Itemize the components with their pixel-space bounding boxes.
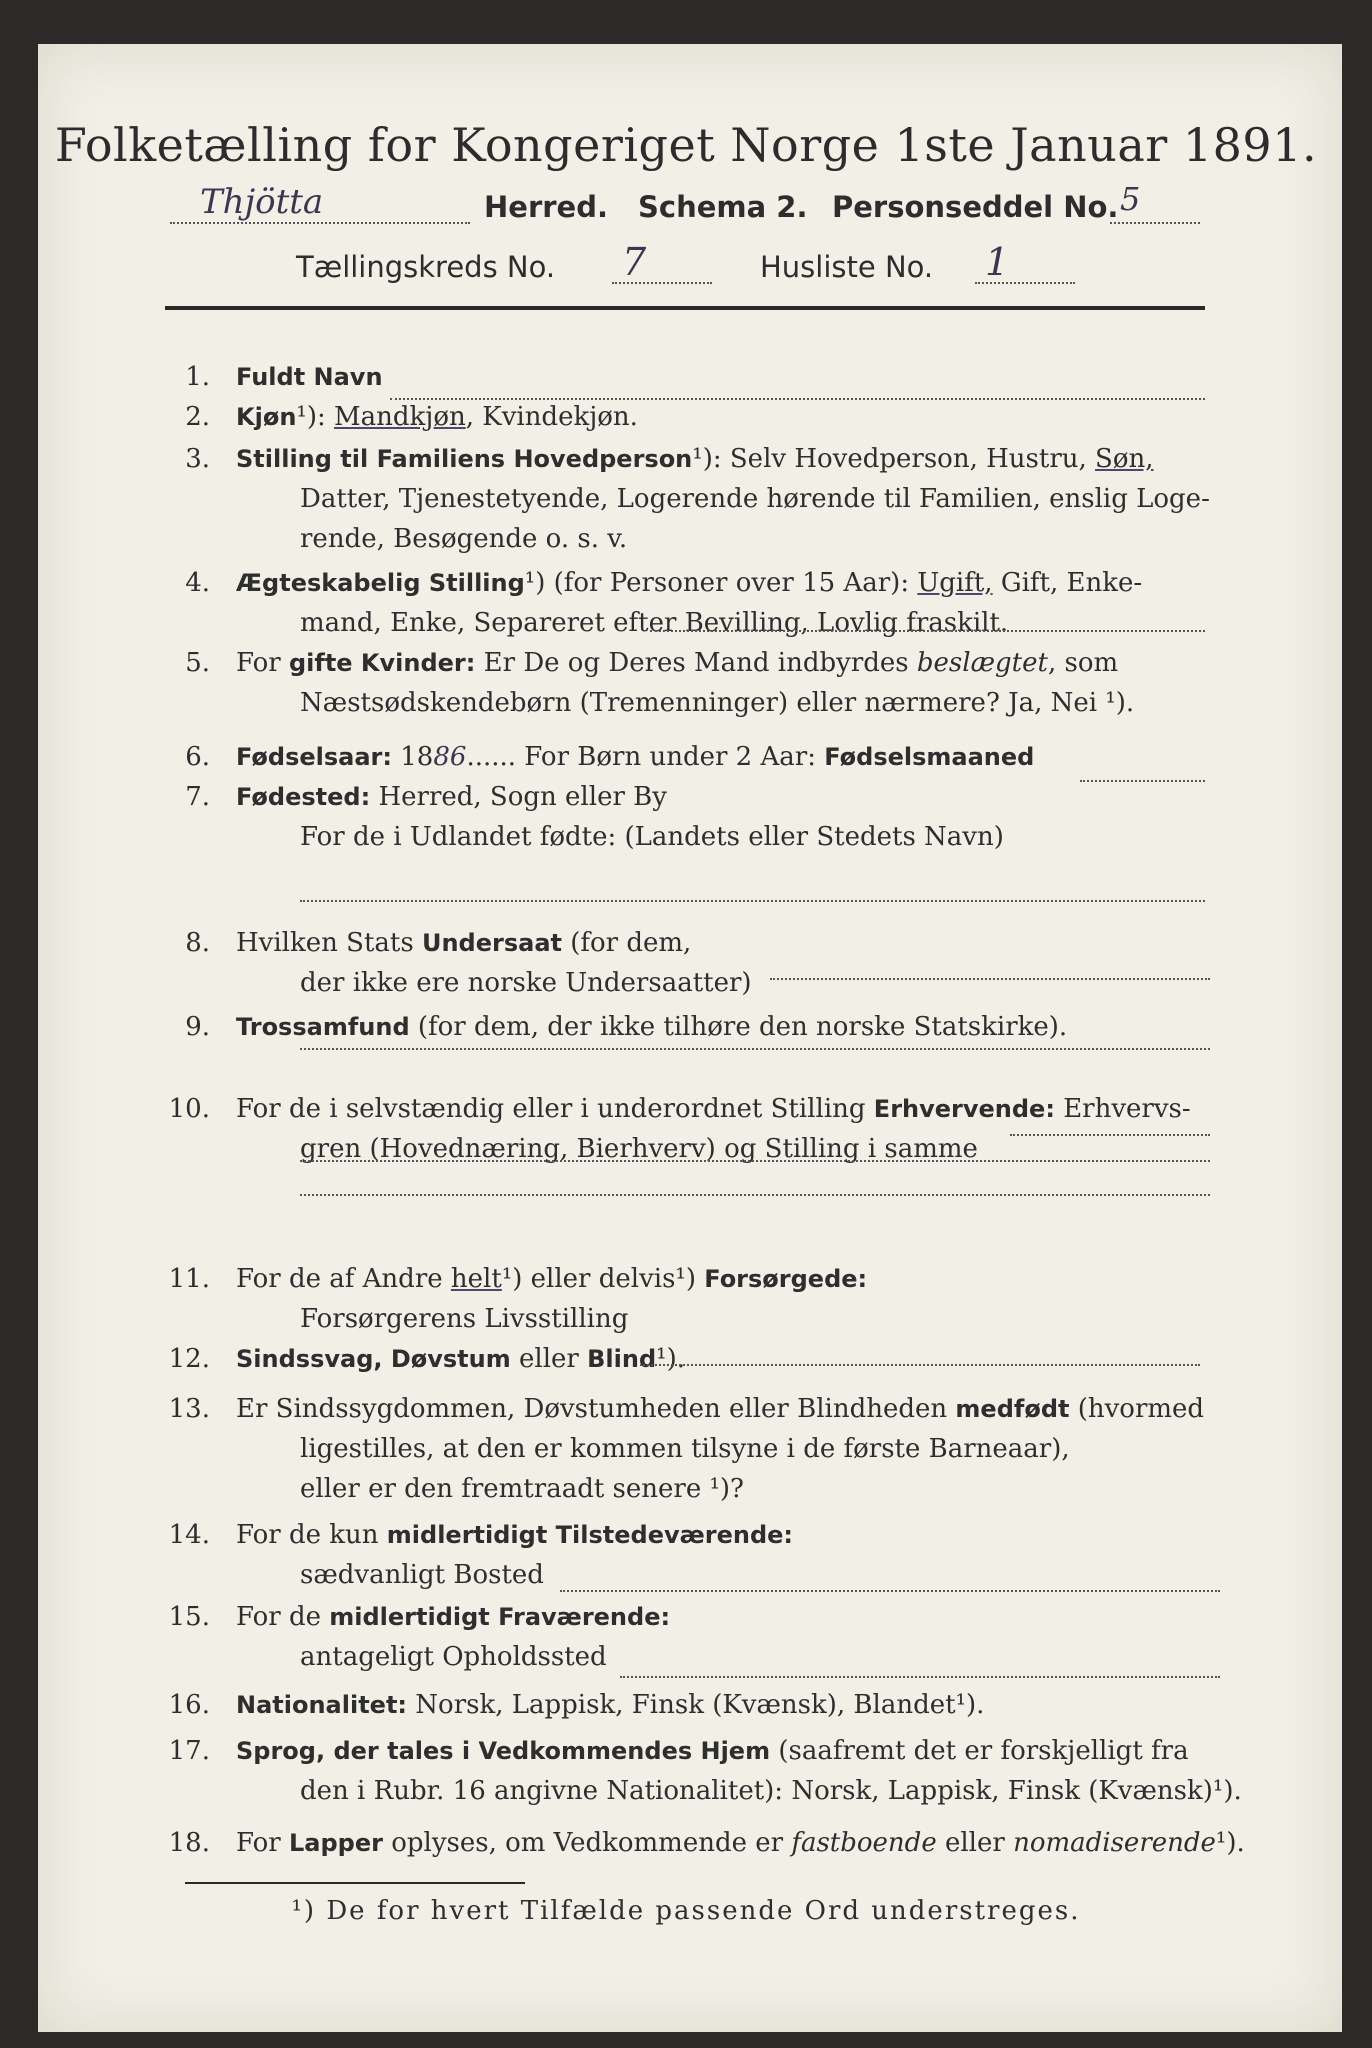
field-label: Kjøn bbox=[236, 403, 297, 431]
form-text: ¹) (for Personer over 15 Aar): bbox=[524, 568, 918, 598]
item-continuation-line: rende, Besøgende o. s. v. bbox=[300, 524, 628, 554]
item-number: 13. bbox=[168, 1394, 210, 1424]
field-label: Lapper bbox=[288, 1829, 383, 1857]
item-number: 4. bbox=[185, 568, 210, 598]
field-label: Undersaat bbox=[421, 929, 562, 957]
schema-label: Schema 2. bbox=[638, 190, 808, 224]
handwritten-entry: 86 bbox=[433, 742, 467, 772]
form-text: Er Sindssygdommen, Døvstumheden eller Blindheden bbox=[236, 1394, 956, 1424]
item-first-line bbox=[236, 928, 691, 958]
form-text: For de bbox=[236, 1602, 330, 1632]
dotted-fill-line bbox=[650, 630, 1205, 632]
field-label: medfødt bbox=[955, 1395, 1070, 1423]
footnote: ¹) De for hvert Tilfælde passende Ord understreges. bbox=[291, 1896, 1081, 1926]
form-text: (for dem, bbox=[561, 928, 692, 958]
form-text: For bbox=[236, 648, 289, 678]
personseddel-dots bbox=[1110, 222, 1200, 224]
item-number: 17. bbox=[168, 1736, 210, 1766]
herred-dots bbox=[170, 222, 470, 224]
dotted-fill-line bbox=[300, 1194, 1210, 1196]
item-number: 8. bbox=[185, 928, 210, 958]
kreds-dots bbox=[612, 282, 712, 284]
dotted-fill-line bbox=[300, 900, 1205, 902]
item-first-line bbox=[236, 782, 667, 812]
item-first-line bbox=[236, 1012, 1067, 1042]
form-text: Herred, Sogn eller By bbox=[370, 782, 667, 812]
italic-term: beslægtet bbox=[916, 648, 1048, 678]
underlined-option: Ugift, bbox=[917, 568, 993, 598]
header-rule bbox=[165, 306, 1205, 310]
underlined-option: Søn, bbox=[1095, 444, 1154, 474]
field-label: Trossamfund bbox=[236, 1013, 410, 1041]
form-text: 18 bbox=[392, 742, 434, 772]
dotted-fill-line bbox=[390, 398, 1205, 400]
field-label: midlertidigt Fraværende: bbox=[329, 1603, 671, 1631]
field-label: Nationalitet: bbox=[236, 1691, 408, 1719]
item-first-line bbox=[236, 1602, 670, 1632]
underlined-option: helt bbox=[450, 1264, 502, 1294]
item-first-line bbox=[236, 1394, 1204, 1424]
item-continuation-line: gren (Hovednæring, Bierhverv) og Stilling i samme bbox=[300, 1134, 978, 1164]
dotted-fill-line bbox=[560, 1590, 1220, 1592]
dotted-fill-line bbox=[620, 1676, 1220, 1678]
item-continuation-line: sædvanligt Bosted bbox=[300, 1560, 544, 1590]
field-label: Fødested: bbox=[236, 783, 371, 811]
kreds-number: 7 bbox=[622, 240, 647, 284]
dotted-fill-line bbox=[300, 1160, 1210, 1162]
footnote-rule bbox=[185, 1882, 525, 1884]
form-title: Folketælling for Kongeriget Norge 1ste Januar 1891. bbox=[54, 118, 1318, 172]
form-text: (for dem, der ikke tilhøre den norske Statskirke). bbox=[409, 1012, 1068, 1042]
personseddel-label: Personseddel No. bbox=[832, 190, 1119, 224]
form-text: (hvormed bbox=[1069, 1394, 1205, 1424]
form-text: ¹): Selv Hovedperson, Hustru, bbox=[692, 444, 1096, 474]
herred-label: Herred. bbox=[484, 190, 608, 224]
field-label: midlertidigt Tilstedeværende: bbox=[386, 1521, 794, 1549]
item-continuation-line: For de i Udlandet fødte: (Landets eller Stedets Navn) bbox=[300, 822, 1004, 852]
item-first-line bbox=[236, 444, 1154, 474]
form-text: ¹) eller delvis¹) bbox=[501, 1264, 705, 1294]
dotted-fill-line bbox=[640, 1364, 1200, 1366]
form-text: (saafremt det er forskjelligt fra bbox=[770, 1736, 1189, 1766]
item-continuation-line: den i Rubr. 16 angivne Nationalitet): Norsk, Lappisk, Finsk (Kvænsk)¹). bbox=[300, 1776, 1242, 1806]
form-text: ¹). bbox=[1215, 1828, 1245, 1858]
item-number: 18. bbox=[168, 1828, 210, 1858]
item-first-line bbox=[236, 1828, 1245, 1858]
field-label: Erhvervende: bbox=[873, 1095, 1055, 1123]
item-number: 11. bbox=[168, 1264, 210, 1294]
dotted-fill-line bbox=[770, 978, 1210, 980]
item-number: 3. bbox=[185, 444, 210, 474]
form-text: For bbox=[236, 1828, 289, 1858]
italic-term: fastboende bbox=[791, 1828, 937, 1858]
field-label: Ægteskabelig Stilling bbox=[236, 569, 525, 597]
item-number: 1. bbox=[185, 362, 210, 392]
item-first-line bbox=[236, 568, 1142, 598]
form-text: Er De og Deres Mand indbyrdes bbox=[475, 648, 917, 678]
item-continuation-line: Datter, Tjenestetyende, Logerende hørende til Familien, enslig Loge- bbox=[300, 484, 1210, 514]
field-label: Fuldt Navn bbox=[236, 363, 383, 391]
kreds-label: Tællingskreds No. bbox=[296, 250, 556, 284]
item-number: 14. bbox=[168, 1520, 210, 1550]
item-number: 15. bbox=[168, 1602, 210, 1632]
item-first-line bbox=[236, 402, 638, 432]
form-text: , som bbox=[1047, 648, 1119, 678]
item-number: 16. bbox=[168, 1690, 210, 1720]
husliste-label: Husliste No. bbox=[760, 250, 934, 284]
form-text: Erhvervs- bbox=[1054, 1094, 1191, 1124]
item-number: 9. bbox=[185, 1012, 210, 1042]
item-first-line bbox=[236, 1264, 867, 1294]
field-label: Stilling til Familiens Hovedperson bbox=[236, 445, 693, 473]
underlined-option: Mandkjøn bbox=[334, 402, 466, 432]
field-label: Fødselsmaaned bbox=[824, 743, 1035, 771]
dotted-fill-line bbox=[1010, 1134, 1210, 1136]
item-first-line bbox=[236, 1094, 1191, 1124]
form-text: ¹): bbox=[296, 402, 334, 432]
form-text: , Kvindekjøn. bbox=[465, 402, 638, 432]
dotted-fill-line bbox=[1080, 780, 1205, 782]
item-number: 10. bbox=[168, 1094, 210, 1124]
form-text: Hvilken Stats bbox=[236, 928, 422, 958]
field-label: Blind bbox=[587, 1345, 657, 1373]
item-continuation-line: Næstsødskendebørn (Tremenninger) eller nærmere? Ja, Nei ¹). bbox=[300, 688, 1135, 718]
item-continuation-line: antageligt Opholdssted bbox=[300, 1642, 607, 1672]
item-number: 5. bbox=[185, 648, 210, 678]
item-first-line bbox=[236, 1736, 1189, 1766]
item-first-line bbox=[236, 1344, 685, 1374]
item-continuation-line: mand, Enke, Separeret efter Bevilling, Lovlig fraskilt. bbox=[300, 608, 1009, 638]
item-continuation-line: Forsørgerens Livsstilling bbox=[300, 1304, 629, 1334]
item-number: 7. bbox=[185, 782, 210, 812]
item-first-line bbox=[236, 1520, 793, 1550]
form-text: For de kun bbox=[236, 1520, 387, 1550]
form-text: eller bbox=[510, 1344, 588, 1374]
item-continuation-line: eller er den fremtraadt senere ¹)? bbox=[300, 1474, 744, 1504]
husliste-dots bbox=[975, 282, 1075, 284]
form-text: eller bbox=[936, 1828, 1014, 1858]
herred-handwritten: Thjötta bbox=[200, 182, 324, 222]
item-number: 12. bbox=[168, 1344, 210, 1374]
item-first-line bbox=[236, 1690, 984, 1720]
field-label: Forsørgede: bbox=[704, 1265, 868, 1293]
husliste-number: 1 bbox=[985, 240, 1010, 284]
form-text: ...... For Børn under 2 Aar: bbox=[466, 742, 825, 772]
field-label: Sprog, der tales i Vedkommendes Hjem bbox=[236, 1737, 771, 1765]
item-continuation-line: ligestilles, at den er kommen tilsyne i de første Barneaar), bbox=[300, 1434, 1070, 1464]
field-label: Fødselsaar: bbox=[236, 743, 392, 771]
form-text: oplyses, om Vedkommende er bbox=[382, 1828, 792, 1858]
form-text: ¹). bbox=[656, 1344, 685, 1374]
item-first-line bbox=[236, 362, 383, 392]
item-first-line bbox=[236, 648, 1118, 678]
personseddel-number: 5 bbox=[1120, 180, 1141, 218]
italic-term: nomadiserende bbox=[1013, 1828, 1216, 1858]
field-label: gifte Kvinder: bbox=[288, 649, 476, 677]
form-text: For de i selvstændig eller i underordnet Stilling bbox=[236, 1094, 874, 1124]
form-text: For de af Andre bbox=[236, 1264, 451, 1294]
item-continuation-line: der ikke ere norske Undersaatter) bbox=[300, 968, 752, 998]
form-text: Norsk, Lappisk, Finsk (Kvænsk), Blandet¹). bbox=[407, 1690, 985, 1720]
field-label: Sindssvag, Døvstum bbox=[236, 1345, 511, 1373]
item-number: 6. bbox=[185, 742, 210, 772]
form-text: Gift, Enke- bbox=[992, 568, 1143, 598]
item-first-line bbox=[236, 742, 1034, 772]
dotted-fill-line bbox=[300, 1048, 1210, 1050]
item-number: 2. bbox=[185, 402, 210, 432]
